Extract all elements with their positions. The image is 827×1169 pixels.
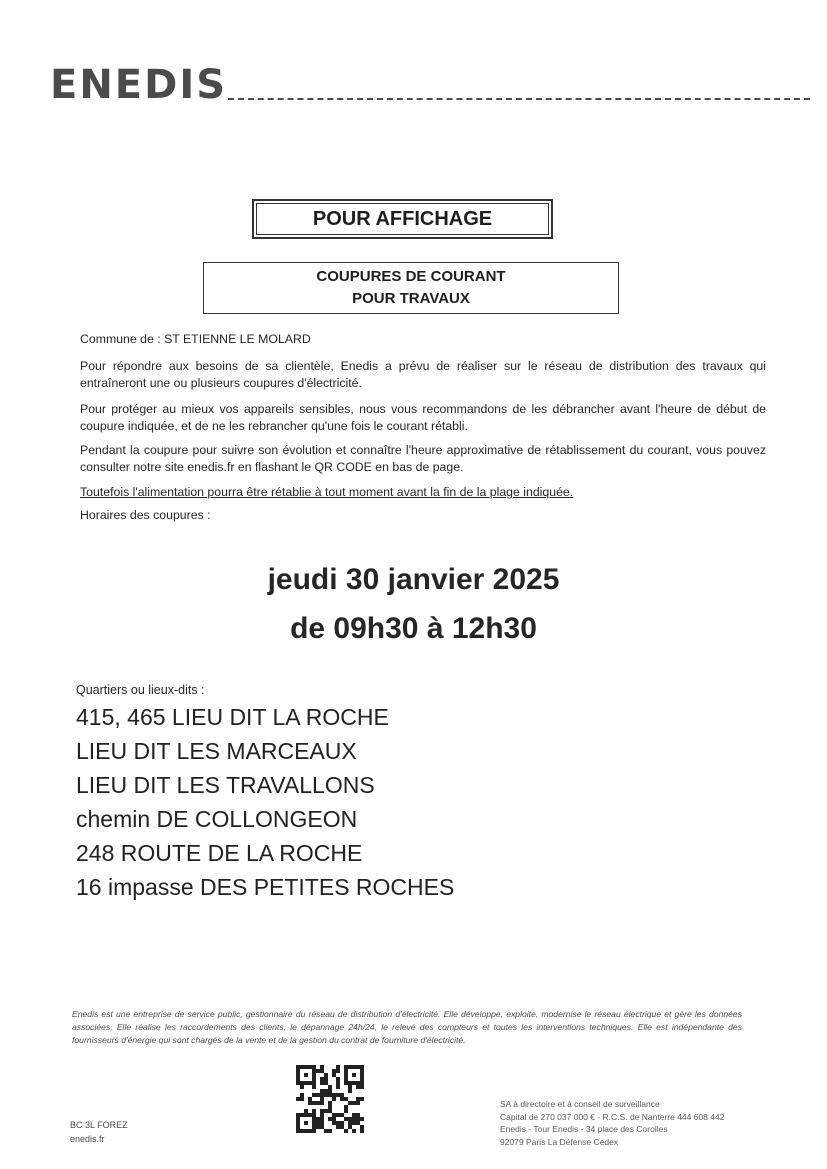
qr-code[interactable] <box>296 1065 364 1133</box>
enedis-logo: ENEDIS <box>50 62 228 108</box>
quartiers-label: Quartiers ou lieux-dits : <box>76 683 205 697</box>
box-title: POUR AFFICHAGE <box>256 203 549 235</box>
company-line-3: Enedis - Tour Enedis - 34 place des Corolles <box>500 1124 668 1134</box>
pour-affichage-box <box>252 199 553 239</box>
lieu-item: chemin DE COLLONGEON <box>76 806 358 832</box>
company-line-2: Capital de 270 037 000 € - R.C.S. de Nanterre 444 608 442 <box>500 1111 725 1122</box>
lieu-item: 248 ROUTE DE LA ROCHE <box>76 840 363 866</box>
lieu-item: LIEU DIT LES MARCEAUX <box>76 738 357 764</box>
header-rule <box>228 98 810 100</box>
lieu-item: 16 impasse DES PETITES ROCHES <box>76 874 455 900</box>
right-footer <box>500 1098 724 1148</box>
company-line-1: SA à directoire et à conseil de surveillance <box>500 1099 660 1109</box>
notice-line-1: COUPURES DE COURANT <box>316 268 506 285</box>
outage-date: jeudi 30 janvier 2025 <box>267 563 560 596</box>
lieu-item: LIEU DIT LES TRAVALLONS <box>76 772 375 798</box>
paragraph-3: Pendant la coupure pour suivre son évolution et connaître l'heure approximative de rétablissement du courant, vous pouvez consulter notre site enedis.fr en flashant le QR CODE en bas de page. <box>80 443 766 474</box>
footer-site: enedis.fr <box>70 1134 105 1144</box>
warning-line: Toutefois l'alimentation pourra être rétablie à tout moment avant la fin de la plage indiquée. <box>80 485 574 499</box>
commune-line: Commune de : ST ETIENNE LE MOLARD <box>80 332 311 346</box>
notice-line-2: POUR TRAVAUX <box>352 290 470 307</box>
left-footer <box>70 1118 128 1146</box>
footer-description: Enedis est une entreprise de service public, gestionnaire du réseau de distribution d'électricité. Elle développe, exploite, modernise le réseau électrique et gère les données associées. Elle réalise les raccordements des clients, le dépannage 24h/24, le relevé des compteurs et toutes les interventions techniques. Elle est indépendante des fournisseurs d'énergie qui sont chargés de la vente et de la gestion du contrat de fourniture d'électricité. <box>72 1009 742 1045</box>
company-line-4: 92079 Paris La Défense Cedex <box>500 1136 619 1147</box>
lieu-item: 415, 465 LIEU DIT LA ROCHE <box>76 704 389 730</box>
paragraph-2: Pour protéger au mieux vos appareils sensibles, nous vous recommandons de les débrancher avant l'heure de début de coupure indiquée, et de ne les rebrancher qu'une fois le courant rétabli. <box>80 402 766 433</box>
horaires-label: Horaires des coupures : <box>80 508 211 522</box>
lieux-list <box>76 700 454 904</box>
footer-code: BC 3L FOREZ <box>70 1120 128 1130</box>
notice-box <box>203 262 619 314</box>
outage-time: de 09h30 à 12h30 <box>290 612 537 645</box>
paragraph-1: Pour répondre aux besoins de sa clientèle, Enedis a prévu de réaliser sur le réseau de distribution des travaux qui entraîneront une ou plusieurs coupures d'électricité. <box>80 359 766 390</box>
